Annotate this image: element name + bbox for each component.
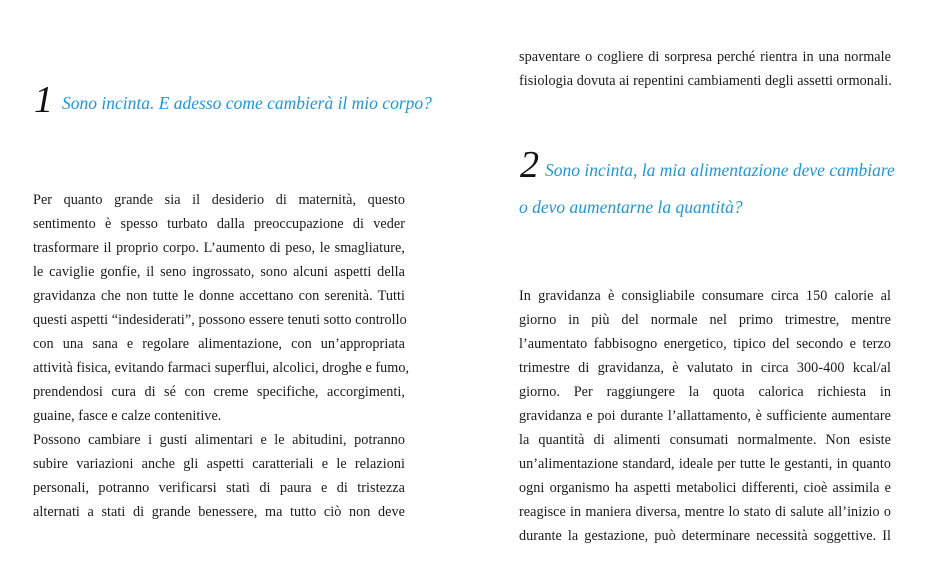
section-1-number: 1 — [34, 79, 53, 121]
section-2-title-line-2: o devo aumentarne la quantità? — [519, 197, 743, 217]
paragraph-line: durante la gestazione, può determinare necessità soggettive. Il — [519, 528, 891, 544]
paragraph-line: Per quanto grande sia il desiderio di maternità, questo — [33, 192, 405, 208]
paragraph-line: attività fisica, evitando farmaci superflui, alcolici, droghe e fumo, — [33, 360, 410, 376]
paragraph-line: la quantità di alimenti consumati normalmente. Non esiste — [519, 432, 891, 448]
section-2-number: 2 — [520, 144, 539, 186]
section-2-title-line-1: Sono incinta, la mia alimentazione deve cambiare — [545, 160, 895, 180]
section-1-title: Sono incinta. E adesso come cambierà il mio corpo? — [62, 93, 432, 113]
paragraph-line: giorno. Per raggiungere la quota calorica richiesta in — [519, 384, 891, 400]
paragraph-line: personali, potranno verificarsi stati di paura e di tristezza — [33, 480, 405, 496]
paragraph-line: fisiologia dovuta ai repentini cambiamenti degli assetti ormonali. — [519, 73, 892, 89]
paragraph-line: In gravidanza è consigliabile consumare circa 150 calorie al — [519, 288, 891, 304]
paragraph-line: subire variazioni anche gli aspetti caratteriali e le relazioni — [33, 456, 405, 472]
paragraph-line: ogni organismo ha aspetti metabolici differenti, cioè assimila e — [519, 480, 891, 496]
paragraph-line: l’aumentato fabbisogno energetico, tipico del secondo e terzo — [519, 336, 891, 352]
paragraph-line: trasformare il proprio corpo. L’aumento di peso, le smagliature, — [33, 240, 405, 256]
paragraph-line: questi aspetti “indesiderati”, possono essere tenuti sotto controllo — [33, 312, 407, 328]
paragraph-line: alternati a stati di grande benessere, ma tutto ciò non deve — [33, 504, 405, 520]
paragraph-line: gravidanza che non tutte le donne accettano con serenità. Tutti — [33, 288, 405, 304]
paragraph-line: prendendosi cura di sé con creme specifiche, accorgimenti, — [33, 384, 405, 400]
paragraph-line: con una sana e regolare alimentazione, con un’appropriata — [33, 336, 405, 352]
paragraph-line: un’alimentazione standard, ideale per tutte le gestanti, in quanto — [519, 456, 891, 472]
paragraph-line: giorno in più del normale nel primo trimestre, mentre — [519, 312, 891, 328]
paragraph-line: guaine, fasce e calze contenitive. — [33, 408, 222, 424]
paragraph-line: Possono cambiare i gusti alimentari e le abitudini, potranno — [33, 432, 405, 448]
paragraph-line: sentimento è spesso turbato dalla preoccupazione di veder — [33, 216, 405, 232]
paragraph-line: le caviglie gonfie, il seno ingrossato, sono alcuni aspetti della — [33, 264, 405, 280]
paragraph-line: gravidanza e poi durante l’allattamento, è sufficiente aumentare — [519, 408, 891, 424]
paragraph-line: trimestre di gravidanza, è valutato in circa 300-400 kcal/al — [519, 360, 891, 376]
paragraph-line: reagisce in maniera diversa, mentre lo stato di salute all’inizio o — [519, 504, 891, 520]
paragraph-line: spaventare o cogliere di sorpresa perché rientra in una normale — [519, 49, 891, 65]
